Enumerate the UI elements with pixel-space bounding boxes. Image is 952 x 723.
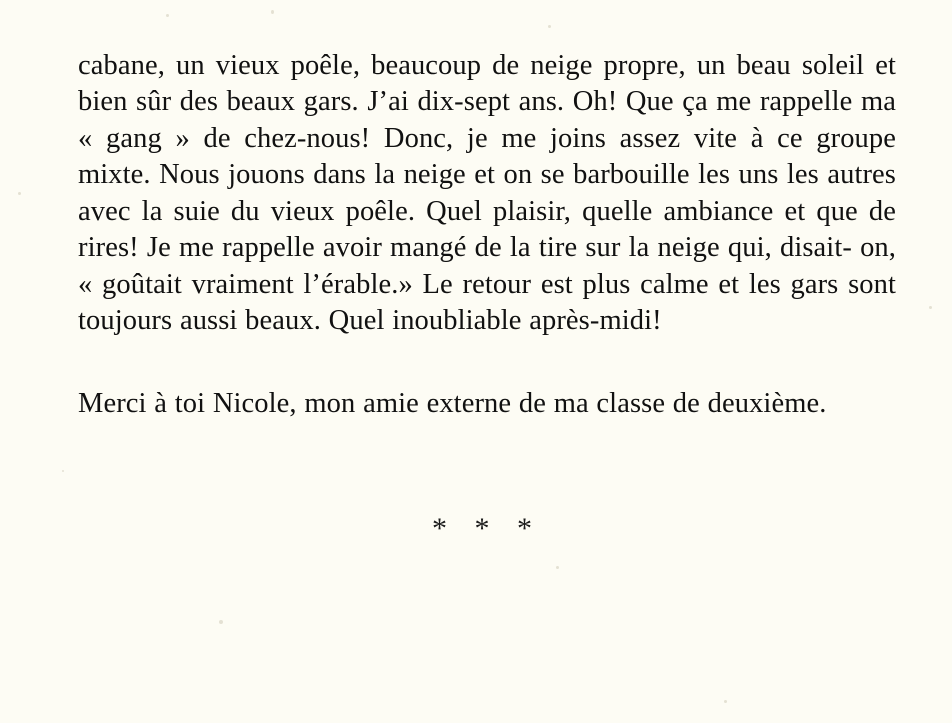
- paper-speckle: [548, 25, 551, 28]
- paper-speckle: [724, 700, 727, 703]
- paper-speckle: [929, 306, 932, 309]
- paper-speckle: [166, 14, 169, 17]
- paper-speckle: [18, 192, 21, 195]
- section-separator: * * *: [432, 512, 542, 546]
- paper-speckle: [271, 10, 274, 14]
- paragraph-closing: Merci à toi Nicole, mon amie externe de ma classe de deuxième.: [78, 387, 827, 419]
- paper-speckle: [62, 470, 64, 472]
- page-text-block: [78, 48, 896, 688]
- paragraph-story: cabane, un vieux poêle, beaucoup de neige propre, un beau soleil et bien sûr des beaux gars. J’ai dix-sept ans. Oh! Que ça me rappelle ma « gang » de chez-nous! Donc, je me joins assez vite à ce groupe mixte. Nous jouons dans la neige et on se barbouille les uns les autres avec la suie du vieux poêle. Quel plaisir, quelle ambiance et que de rires! Je me rappelle avoir mangé de la tire sur la neige qui, disait- on, « goûtait vraiment l’érable.» Le retour est plus calme et les gars sont toujours aussi beaux. Quel inoubliable après-midi!: [78, 50, 896, 337]
